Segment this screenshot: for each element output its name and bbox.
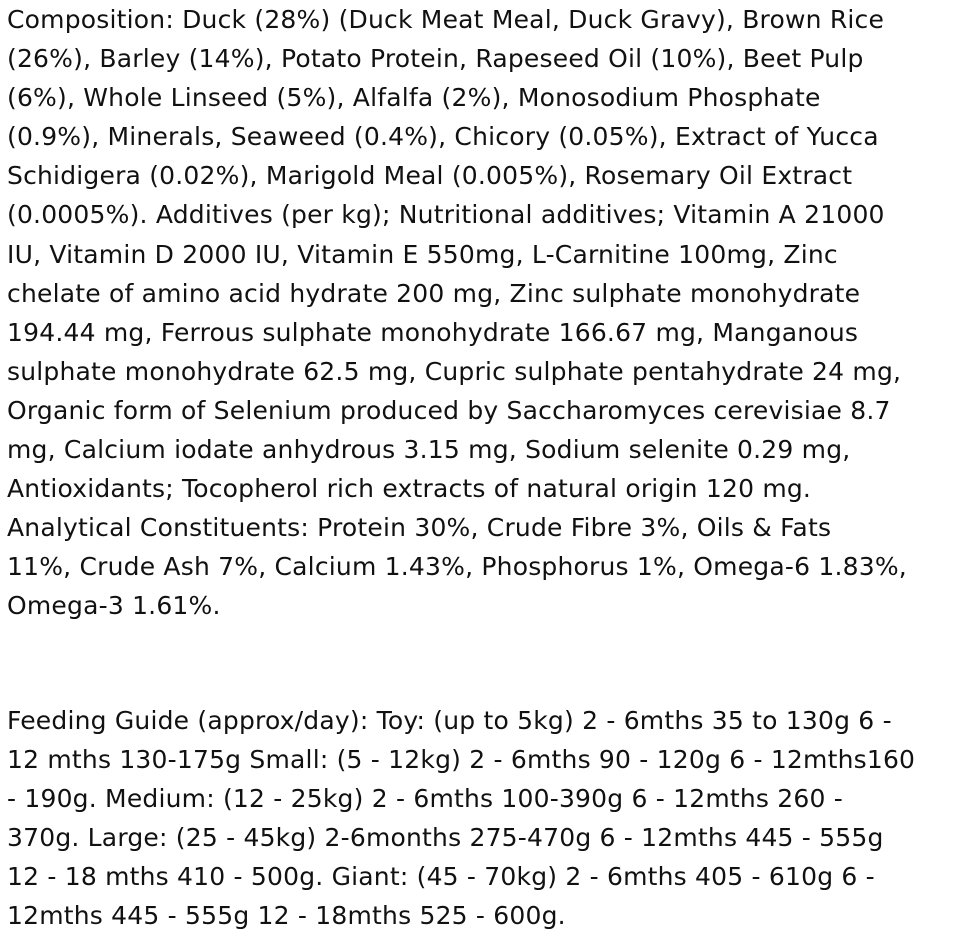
composition-line: Composition: Duck (28%) (Duck Meat Meal, Duck Gravy), Brown Rice	[7, 5, 885, 34]
composition-line: IU, Vitamin D 2000 IU, Vitamin E 550mg, L-Carnitine 100mg, Zinc	[7, 239, 838, 269]
composition-line: Schidigera (0.02%), Marigold Meal (0.005%), Rosemary Oil Extract	[7, 161, 853, 191]
composition-line: 11%, Crude Ash 7%, Calcium 1.43%, Phosphorus 1%, Omega-6 1.83%,	[7, 552, 907, 582]
composition-line: Organic form of Selenium produced by Saccharomyces cerevisiae 8.7	[7, 395, 891, 425]
composition-line: Analytical Constituents: Protein 30%, Crude Fibre 3%, Oils & Fats	[7, 513, 832, 543]
feeding-guide-paragraph	[7, 701, 959, 936]
composition-line: (0.9%), Minerals, Seaweed (0.4%), Chicory (0.05%), Extract of Yucca	[7, 122, 879, 152]
composition-line: Antioxidants; Tocopherol rich extracts of natural origin 120 mg.	[7, 474, 812, 504]
composition-line: (26%), Barley (14%), Potato Protein, Rapeseed Oil (10%), Beet Pulp	[7, 44, 864, 74]
feeding-guide-line: 12mths 445 - 555g 12 - 18mths 525 - 600g.	[7, 901, 566, 931]
feeding-guide-line: 12 mths 130-175g Small: (5 - 12kg) 2 - 6mths 90 - 120g 6 - 12mths160	[7, 745, 916, 775]
composition-line: Omega-3 1.61%.	[7, 591, 221, 621]
composition-paragraph	[7, 0, 959, 626]
composition-line: (0.0005%). Additives (per kg); Nutritional additives; Vitamin A 21000	[7, 200, 885, 230]
feeding-guide-line: Feeding Guide (approx/day): Toy: (up to 5kg) 2 - 6mths 35 to 130g 6 -	[7, 706, 892, 735]
composition-line: mg, Calcium iodate anhydrous 3.15 mg, Sodium selenite 0.29 mg,	[7, 435, 851, 465]
feeding-guide-line: 370g. Large: (25 - 45kg) 2-6months 275-470g 6 - 12mths 445 - 555g	[7, 823, 884, 853]
feeding-guide-line: 12 - 18 mths 410 - 500g. Giant: (45 - 70kg) 2 - 6mths 405 - 610g 6 -	[7, 862, 875, 892]
composition-line: 194.44 mg, Ferrous sulphate monohydrate 166.67 mg, Manganous	[7, 317, 859, 347]
feeding-guide-line: - 190g. Medium: (12 - 25kg) 2 - 6mths 100-390g 6 - 12mths 260 -	[7, 784, 843, 814]
composition-line: sulphate monohydrate 62.5 mg, Cupric sulphate pentahydrate 24 mg,	[7, 356, 902, 386]
composition-line: (6%), Whole Linseed (5%), Alfalfa (2%), Monosodium Phosphate	[7, 83, 821, 113]
composition-line: chelate of amino acid hydrate 200 mg, Zinc sulphate monohydrate	[7, 278, 861, 308]
